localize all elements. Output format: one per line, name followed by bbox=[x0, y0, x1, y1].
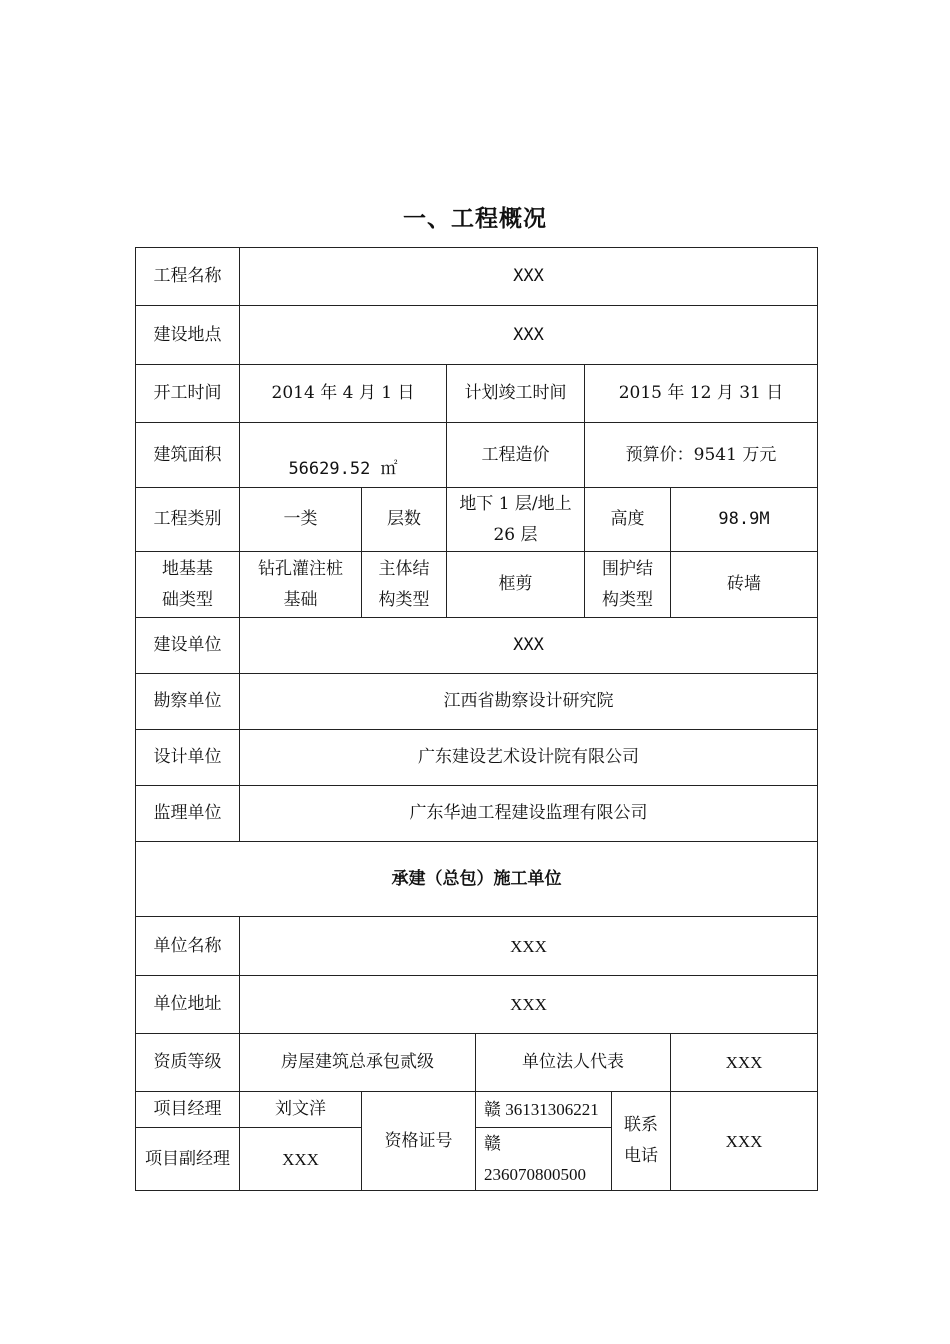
survey-label: 勘察单位 bbox=[136, 674, 240, 730]
structure-label-line1: 主体结 bbox=[378, 558, 430, 579]
contact-value: XXX bbox=[671, 1092, 818, 1191]
enclosure-label-line1: 围护结 bbox=[602, 558, 653, 579]
start-date-label: 开工时间 bbox=[136, 365, 240, 423]
floors-value bbox=[447, 488, 585, 552]
row-qualification bbox=[136, 1034, 818, 1092]
page-title: 一、工程概况 bbox=[403, 206, 547, 232]
row-category bbox=[136, 488, 818, 552]
unit-name-value: XXX bbox=[240, 917, 818, 976]
height-label: 高度 bbox=[585, 488, 671, 552]
deputy-pm-value: XXX bbox=[240, 1128, 362, 1191]
row-survey bbox=[136, 674, 818, 730]
area-label: 建筑面积 bbox=[136, 423, 240, 488]
legal-rep-label: 单位法人代表 bbox=[476, 1034, 671, 1092]
project-overview-table bbox=[135, 247, 818, 1191]
row-owner bbox=[136, 618, 818, 674]
start-date-value: 2014 年 4 月 1 日 bbox=[240, 365, 447, 423]
unit-name-label: 单位名称 bbox=[136, 917, 240, 976]
finish-date-value: 2015 年 12 月 31 日 bbox=[585, 365, 818, 423]
foundation-value bbox=[240, 552, 362, 618]
category-label: 工程类别 bbox=[136, 488, 240, 552]
contact-label bbox=[612, 1092, 671, 1191]
row-project-manager bbox=[136, 1092, 818, 1128]
supervision-label: 监理单位 bbox=[136, 786, 240, 842]
structure-label bbox=[362, 552, 447, 618]
structure-label-line2: 构类型 bbox=[378, 589, 430, 610]
cost-value: 预算价：9541 万元 bbox=[585, 423, 818, 488]
cost-label: 工程造价 bbox=[447, 423, 585, 488]
finish-date-label: 计划竣工时间 bbox=[447, 365, 585, 423]
row-site bbox=[136, 306, 818, 365]
row-schedule bbox=[136, 365, 818, 423]
design-label: 设计单位 bbox=[136, 730, 240, 786]
contractor-section-title: 承建（总包）施工单位 bbox=[136, 842, 818, 917]
contact-label-line2: 电话 bbox=[624, 1146, 658, 1166]
qualification-value: 房屋建筑总承包贰级 bbox=[240, 1034, 476, 1092]
owner-value: XXX bbox=[240, 618, 818, 674]
legal-rep-value: XXX bbox=[671, 1034, 818, 1092]
project-name-value: XXX bbox=[240, 248, 818, 306]
enclosure-label-line2: 构类型 bbox=[602, 589, 653, 610]
pm-value: 刘文洋 bbox=[240, 1092, 362, 1128]
row-unit-address bbox=[136, 976, 818, 1034]
foundation-label bbox=[136, 552, 240, 618]
enclosure-label bbox=[585, 552, 671, 618]
owner-label: 建设单位 bbox=[136, 618, 240, 674]
pm-label: 项目经理 bbox=[136, 1092, 240, 1128]
foundation-label-line1: 地基基 bbox=[162, 558, 213, 579]
row-project-name bbox=[136, 248, 818, 306]
design-value: 广东建设艺术设计院有限公司 bbox=[240, 730, 818, 786]
row-area-cost bbox=[136, 423, 818, 488]
row-supervision bbox=[136, 786, 818, 842]
unit-address-value: XXX bbox=[240, 976, 818, 1034]
structure-value: 框剪 bbox=[447, 552, 585, 618]
site-label: 建设地点 bbox=[136, 306, 240, 365]
floors-label: 层数 bbox=[362, 488, 447, 552]
floors-value-line2: 26 层 bbox=[493, 524, 538, 545]
cert-deputy-value: 赣 236070800500 bbox=[476, 1128, 612, 1191]
floors-value-line1: 地下 1 层/地上 bbox=[459, 493, 572, 514]
supervision-value: 广东华迪工程建设监理有限公司 bbox=[240, 786, 818, 842]
site-value: XXX bbox=[240, 306, 818, 365]
row-unit-name bbox=[136, 917, 818, 976]
deputy-pm-label: 项目副经理 bbox=[136, 1128, 240, 1191]
project-name-label: 工程名称 bbox=[136, 248, 240, 306]
category-value: 一类 bbox=[240, 488, 362, 552]
cert-pm-value: 赣 36131306221 bbox=[476, 1092, 612, 1128]
row-contractor-section bbox=[136, 842, 818, 917]
enclosure-value: 砖墙 bbox=[671, 552, 818, 618]
row-design bbox=[136, 730, 818, 786]
row-structure bbox=[136, 552, 818, 618]
survey-value: 江西省勘察设计研究院 bbox=[240, 674, 818, 730]
qualification-label: 资质等级 bbox=[136, 1034, 240, 1092]
foundation-value-line1: 钻孔灌注桩 bbox=[258, 558, 343, 579]
area-value: 56629.52 ㎡ bbox=[240, 423, 447, 488]
foundation-value-line2: 基础 bbox=[283, 589, 318, 610]
cert-label: 资格证号 bbox=[362, 1092, 476, 1191]
height-value: 98.9M bbox=[671, 488, 818, 552]
foundation-label-line2: 础类型 bbox=[162, 589, 213, 610]
contact-label-line1: 联系 bbox=[624, 1115, 658, 1135]
unit-address-label: 单位地址 bbox=[136, 976, 240, 1034]
